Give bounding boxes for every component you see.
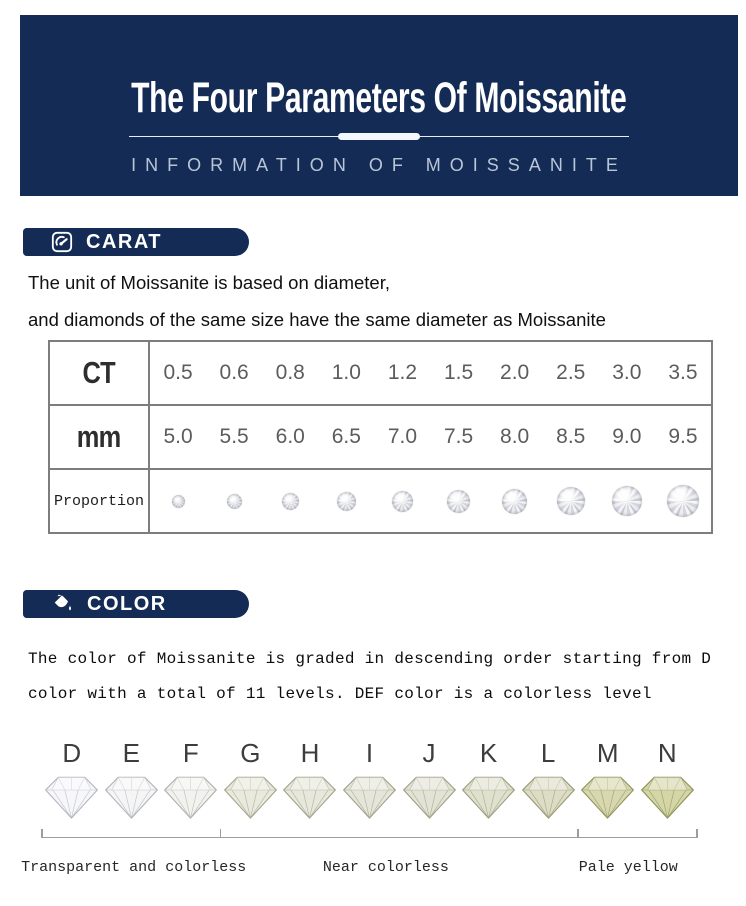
- diamond-side-icon: [342, 775, 397, 821]
- grade-column: [518, 738, 578, 826]
- table-row-ct: [50, 342, 711, 404]
- grade-column: [102, 738, 162, 826]
- diamond-side-icon: [163, 775, 218, 821]
- gem-top-icon: [447, 490, 470, 513]
- grade-letter: K: [479, 738, 498, 768]
- table-cell-proportion: [318, 470, 374, 532]
- table-cell-ct: 3.5: [668, 361, 698, 384]
- color-badge-label: COLOR: [87, 592, 167, 615]
- table-cell-ct: 2.0: [500, 361, 530, 384]
- gem-top-icon: [392, 491, 413, 512]
- grade-column: [42, 738, 102, 826]
- table-cell-proportion: [430, 470, 486, 532]
- table-cell-mm: 9.0: [612, 425, 642, 448]
- table-cell-mm: 6.5: [331, 425, 361, 448]
- table-cell-proportion: [262, 470, 318, 532]
- grade-column: [221, 738, 281, 826]
- carat-section-badge: [23, 228, 249, 256]
- bracket-tick: [696, 829, 698, 838]
- gem-top-icon: [612, 486, 642, 516]
- table-cell-proportion: [374, 470, 430, 532]
- grade-column: [578, 738, 638, 826]
- table-cell-mm: 9.5: [668, 425, 698, 448]
- grade-column: [340, 738, 400, 826]
- grade-group-labels: [21, 859, 697, 879]
- title-divider: [129, 133, 629, 140]
- row-header-proportion: Proportion: [50, 470, 150, 532]
- table-cell-ct: 1.5: [443, 361, 474, 384]
- table-cell-mm: 6.0: [275, 425, 305, 448]
- table-cell-proportion: [150, 470, 206, 532]
- table-cell-proportion: [543, 470, 599, 532]
- bracket-tick: [577, 829, 579, 838]
- table-cell-mm: 7.5: [443, 425, 474, 448]
- grade-column: [280, 738, 340, 826]
- diamond-side-icon: [580, 775, 635, 821]
- grade-letter: N: [657, 738, 677, 768]
- grade-letter: J: [422, 738, 436, 768]
- table-cell-proportion: [655, 470, 711, 532]
- diamond-side-icon: [521, 775, 576, 821]
- diamond-side-icon: [44, 775, 99, 821]
- color-section-badge: [23, 590, 249, 618]
- color-description-line1: The color of Moissanite is graded in descending order starting from D: [28, 650, 712, 668]
- grade-letter: D: [62, 738, 82, 768]
- table-cell-proportion: [206, 470, 262, 532]
- gem-top-icon: [227, 494, 242, 509]
- grade-group-label: Near colorless: [322, 859, 449, 876]
- table-cell-mm: 8.0: [500, 425, 530, 448]
- grade-letter: I: [365, 738, 374, 768]
- grade-letter: F: [182, 738, 199, 768]
- table-cell-mm: 7.0: [387, 425, 418, 448]
- grade-group-label: Pale yellow: [578, 859, 678, 876]
- grade-letter: H: [300, 738, 320, 768]
- row-header-mm: mm: [50, 406, 150, 468]
- gem-top-icon: [557, 487, 585, 515]
- gem-top-icon: [282, 493, 299, 510]
- table-cell-proportion: [487, 470, 543, 532]
- table-cell-ct: 1.0: [331, 361, 361, 384]
- grade-group-bracket: [42, 829, 697, 838]
- diamond-side-icon: [223, 775, 278, 821]
- diamond-side-icon: [461, 775, 516, 821]
- diamond-side-icon: [282, 775, 337, 821]
- gem-top-icon: [337, 492, 356, 511]
- color-grade-scale: [42, 738, 697, 826]
- row-header-ct: CT: [50, 342, 150, 404]
- diamond-side-icon: [640, 775, 695, 821]
- table-row-mm: [50, 404, 711, 468]
- grade-column: [459, 738, 519, 826]
- size-table: [48, 340, 713, 534]
- gem-top-icon: [172, 495, 185, 508]
- gem-top-icon: [667, 485, 699, 517]
- color-description-line2: color with a total of 11 levels. DEF color is a colorless level: [28, 685, 652, 703]
- table-cell-proportion: [599, 470, 655, 532]
- carat-description-line1: The unit of Moissanite is based on diameter,: [28, 272, 390, 293]
- grade-column: [161, 738, 221, 826]
- carat-description-line2: and diamonds of the same size have the same diameter as Moissanite: [28, 309, 606, 330]
- grade-letter: E: [122, 738, 140, 768]
- gem-top-icon: [502, 489, 527, 514]
- grade-group-label: Transparent and colorless: [21, 859, 247, 876]
- grade-letter: M: [596, 738, 619, 768]
- table-row-proportion: [50, 468, 711, 532]
- page-title: The Four Parameters Of Moissanite: [131, 74, 627, 122]
- table-cell-ct: 3.0: [612, 361, 642, 384]
- gauge-icon: [51, 231, 73, 253]
- bracket-tick: [220, 829, 222, 838]
- diamond-side-icon: [402, 775, 457, 821]
- divider-center-pill: [338, 133, 420, 140]
- grade-column: [637, 738, 697, 826]
- grade-letter: G: [240, 738, 261, 768]
- header-subtitle: INFORMATION OF MOISSANITE: [131, 155, 627, 175]
- table-cell-ct: 0.6: [219, 361, 249, 384]
- table-cell-mm: 8.5: [556, 425, 586, 448]
- table-cell-ct: 0.8: [275, 361, 305, 384]
- table-cell-mm: 5.0: [163, 425, 193, 448]
- bracket-tick: [41, 829, 43, 838]
- table-cell-ct: 1.2: [387, 361, 418, 384]
- table-cell-ct: 0.5: [163, 361, 193, 384]
- grade-column: [399, 738, 459, 826]
- table-cell-ct: 2.5: [556, 361, 586, 384]
- diamond-side-icon: [104, 775, 159, 821]
- grade-letter: L: [540, 738, 556, 768]
- header-banner: [20, 15, 738, 196]
- paint-bucket-icon: [51, 593, 74, 615]
- carat-badge-label: CARAT: [86, 230, 163, 253]
- table-cell-mm: 5.5: [219, 425, 249, 448]
